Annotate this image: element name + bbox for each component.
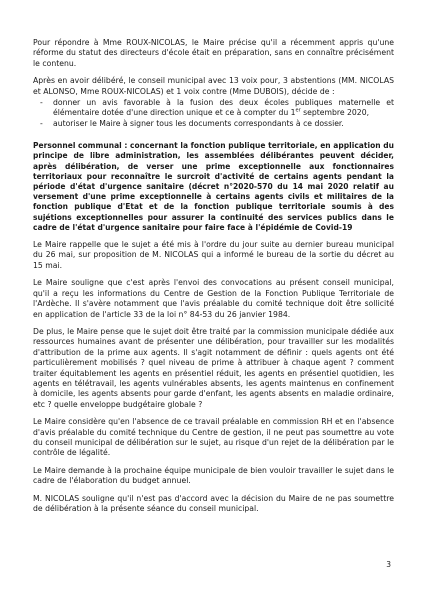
decision-item-fusion [33,98,394,119]
bullet-marker: - [40,98,43,108]
paragraph-prochaine-equipe: Le Maire demande à la prochaine équipe municipale de bien vouloir travailler le sujet dans le cadre de l'élaboration du budget annuel. [33,465,394,486]
paragraph-desaccord-nicolas: M. NICOLAS souligne qu'il n'est pas d'accord avec la décision du Maire de ne pas soumettre de délibération à la présente séance du conseil municipal. [33,493,394,514]
paragraph-directeurs-ecole: Pour répondre à Mme ROUX-NICOLAS, le Maire précise qu'il a récemment appris qu'une réforme du statut des directeurs d'école était en préparation, sans en connaître précisément le contenu. [33,38,394,68]
decision-list [33,98,394,129]
paragraph-rappel-ordre-du-jour: Le Maire rappelle que le sujet a été mis à l'ordre du jour suite au dernier bureau municipal du 26 mai, sur proposition de M. NICOLAS qui a informé le bureau de la sortie du décret au 15 mai. [33,240,394,270]
bullet-marker: - [40,118,43,128]
ordinal-superscript: er [295,107,301,114]
paragraph-absence-avis: Le Maire considère qu'en l'absence de ce travail préalable en commission RH et en l'absence d'avis préalable du comité technique du Centre de gestion, il ne peut pas soumettre au vote du conseil municipal de délibération sur le sujet, au risque d'un rejet de la délibération par le contrôle de légalité. [33,417,394,458]
decision-item-fusion-text: donner un avis favorable à la fusion des deux écoles publiques maternelle et élémentaire dotée d'une direction unique et ce à compter du 1 [53,98,394,118]
page-number: 3 [386,560,391,569]
decision-item-fusion-date: septembre 2020, [300,108,370,118]
decision-item-autoriser-text: autoriser le Maire à signer tous les documents correspondants à ce dossier. [53,118,344,128]
paragraph-vote-result: Après en avoir délibéré, le conseil municipal avec 13 voix pour, 3 abstentions (MM. NICOLAS et ALONSO, Mme ROUX-NICOLAS) et 1 voix contre (Mme DUBOIS), décide de : [33,76,394,96]
paragraph-centre-de-gestion: Le Maire souligne que c'est après l'envoi des convocations au présent conseil municipal, qu'il a reçu les informations du Centre de Gestion de la Fonction Publique Territoriale de l'Ardèche. Il s'avère notamment que l'avis préalable du comité technique doit être sollicité en application de l'article 33 de la loi n° 84-53 du 26 janvier 1984. [33,278,394,319]
section-heading-personnel-communal: Personnel communal : concernant la fonction publique territoriale, en application du principe de libre administration, les assemblées délibérantes peuvent décider, après délibération, de verser une prime exceptionnelle aux fonctionnaires territoriaux pour reconnaître le surcroit d'activité de certains agents pendant la période d'état d'urgence sanitaire (décret n°2020-570 du 14 mai 2020 relatif au versement d'une prime exceptionnelle à certains agents civils et militaires de la fonction publique d'Etat et de la fonction publique territoriale soumis à des sujétions exceptionnelles pour assurer la continuité des services publics dans le cadre de l'état d'urgence sanitaire pour faire face à l'épidémie de Covid-19 [33,141,394,232]
decision-item-autoriser [33,119,394,129]
paragraph-commission-rh: De plus, le Maire pense que le sujet doit être traité par la commission municipale dédiée aux ressources humaines avant de présenter une délibération, pour travailler sur les modalités d'attribution de la prime aux agents. Il s'agit notamment de définir : quels agents ont été particulièrement mobilisés ? quel niveau de prime à attribuer à chaque agent ? comment traiter équitablement les agents en présentiel réduit, les agents en présentiel quotidien, les agents en télétravail, les agents vulnérables absents, les agents maintenus en confinement à domicile, les agents absents pour garde d'enfant, les agents absents en maladie ordinaire, etc ? quelle enveloppe budgétaire globale ? [33,326,394,409]
